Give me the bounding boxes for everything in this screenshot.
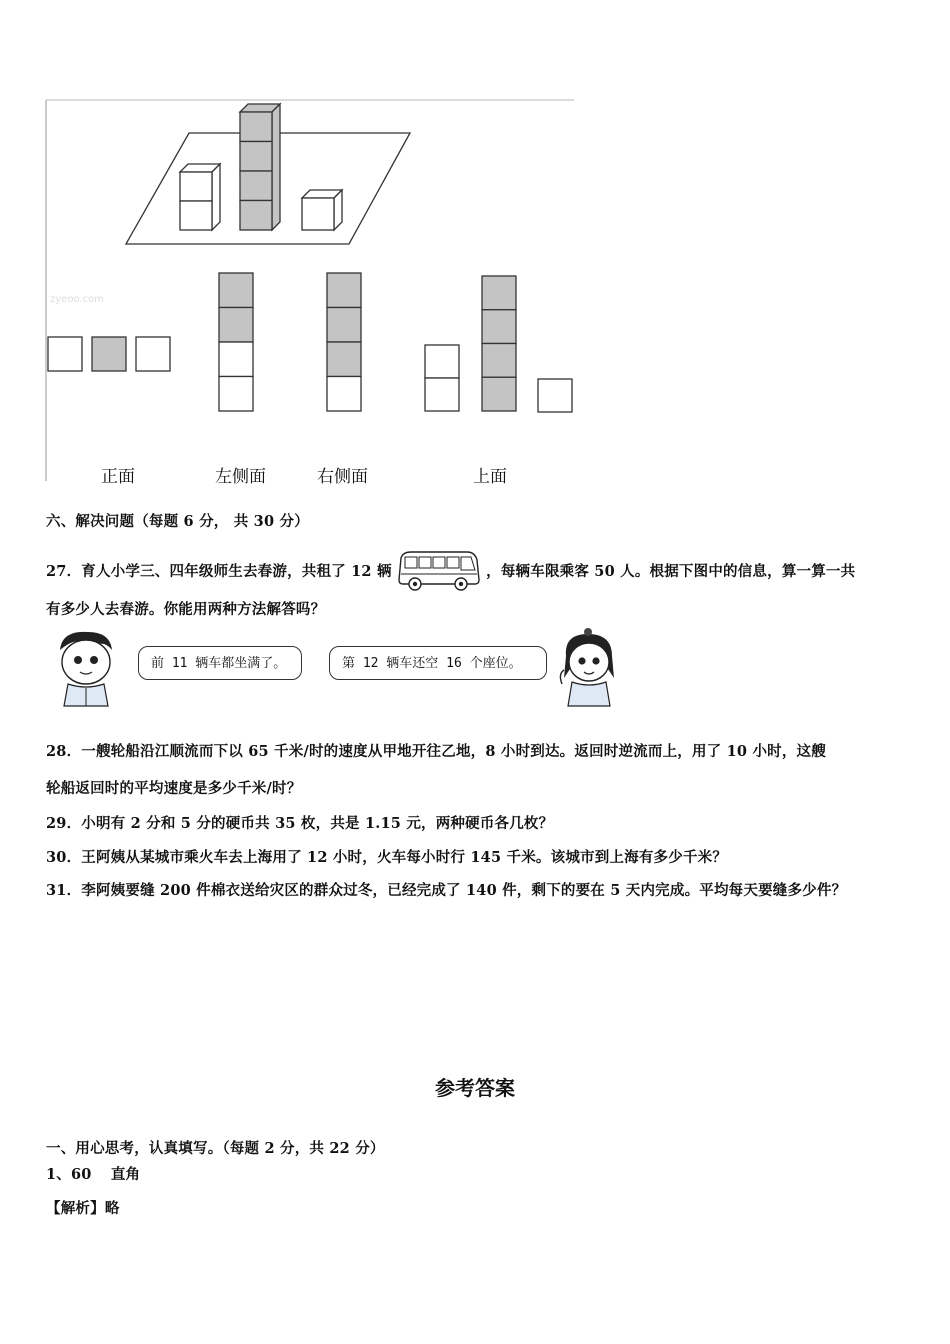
label-front: 正面	[101, 467, 135, 487]
watermark: zyeoo.com	[50, 294, 104, 305]
cube	[272, 104, 280, 230]
cube	[240, 201, 272, 231]
bus-icon	[397, 548, 481, 592]
q28-line1: 28．一艘轮船沿江顺流而下以 65 千米/时的速度从甲地开往乙地，8 小时到达。返回时逆流而上，用了 10 小时，这艘	[46, 743, 826, 760]
cube	[240, 112, 272, 142]
solid-arrangement	[126, 104, 410, 244]
cube	[180, 201, 212, 230]
answer-1-value: 直角	[110, 1166, 141, 1183]
q29: 29．小明有 2 分和 5 分的硬币共 35 枚，共是 1.15 元，两种硬币各几枚？	[46, 815, 554, 832]
q28-line2: 轮船返回时的平均速度是多少千米/时？	[46, 780, 302, 797]
answer-1-analysis	[46, 1197, 120, 1218]
label-top: 上面	[473, 467, 507, 487]
cube	[334, 190, 342, 230]
answer-1-number: 1、60	[46, 1166, 92, 1183]
cube	[240, 171, 272, 201]
q27-text-a: 27．育人小学三、四年级师生去春游，共租了 12 辆	[46, 563, 392, 580]
analysis-label: 【解析】	[46, 1200, 105, 1217]
label-left-side: 左侧面	[215, 467, 266, 487]
block-views-figure	[44, 98, 576, 483]
answers-section-1-title: 一、用心思考，认真填写。（每题 2 分，共 22 分）	[46, 1140, 385, 1157]
section-6-title: 六、解决问题（每题 6 分， 共 30 分）	[46, 513, 309, 530]
analysis-text: 略	[104, 1200, 120, 1217]
girl-illustration	[556, 626, 622, 708]
q27-text-b: ，每辆车限乘客 50 人。根据下图中的信息，算一算一共	[486, 563, 856, 580]
q31: 31．李阿姨要缝 200 件棉衣送给灾区的群众过冬，已经完成了 140 件，剩下的要在 5 天内完成。平均每天要缝多少件？	[46, 882, 847, 899]
view-top	[425, 276, 572, 412]
speech-bubble-left: 前 11 辆车都坐满了。	[138, 646, 302, 680]
cube	[240, 142, 272, 172]
boy-illustration	[48, 628, 134, 708]
view-front	[48, 337, 170, 371]
q30: 30．王阿姨从某城市乘火车去上海用了 12 小时，火车每小时行 145 千米。该城市到上海有多少千米？	[46, 849, 728, 866]
cube	[180, 172, 212, 201]
q27-line1	[46, 548, 855, 592]
answer-1	[46, 1163, 140, 1184]
view-left	[219, 273, 253, 411]
speech-bubble-right: 第 12 辆车还空 16 个座位。	[329, 646, 547, 680]
cube	[302, 198, 334, 230]
answers-title: 参考答案	[435, 1076, 515, 1100]
label-right-side: 右侧面	[317, 467, 368, 487]
cube	[212, 164, 220, 230]
q27-line2: 有多少人去春游。你能用两种方法解答吗？	[46, 601, 326, 618]
view-right	[327, 273, 361, 411]
